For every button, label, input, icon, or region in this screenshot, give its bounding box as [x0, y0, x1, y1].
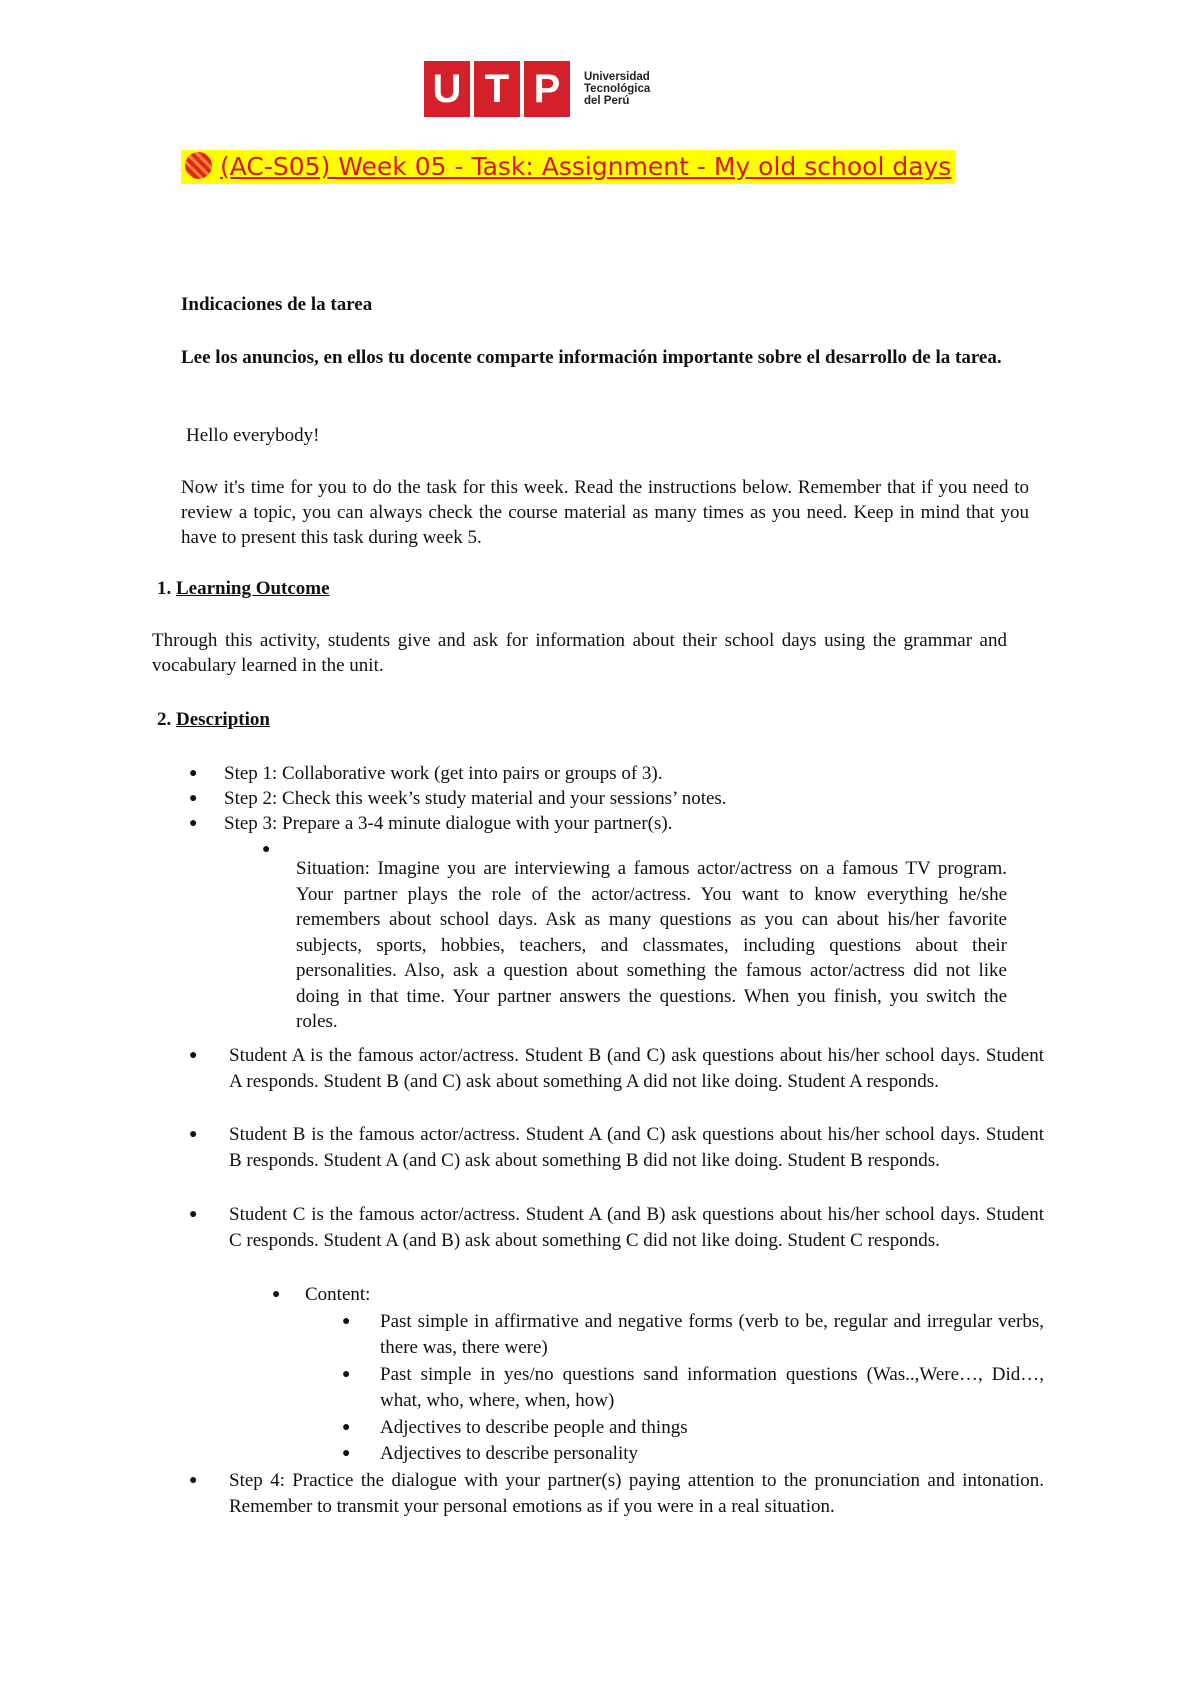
- logo-letter-t: T: [474, 61, 520, 117]
- content-item-2: Past simple in yes/no questions sand information questions (Was..,Were…, Did…, what, who, where, when, how): [380, 1364, 1044, 1411]
- bullet-dot: ●: [189, 1127, 198, 1142]
- logo-text: [584, 71, 650, 107]
- bullet-dot: ●: [189, 766, 198, 781]
- section2-heading: [157, 707, 270, 732]
- section2-number: 2.: [157, 709, 172, 730]
- logo-line-3: del Perú: [584, 95, 630, 107]
- intro-text: Now it's time for you to do the task for this week. Read the instructions below. Remember that if you need to review a topic, you can always check the course material as many times as you need. Keep in mind that you have to present this task during week 5.: [181, 477, 1029, 548]
- content-item-1: Past simple in affirmative and negative forms (verb to be, regular and irregular verbs, there was, there were): [380, 1311, 1044, 1358]
- situation-text: Situation: Imagine you are interviewing a famous actor/actress on a famous TV program. Your partner plays the role of the actor/actress. You want to know everything he/she remembers about school days. Ask as many questions as you can about his/her favorite subjects, sports, hobbies, teachers, and classmates, including questions about their personalities. Also, ask a question about something the famous actor/actress did not like doing in that time. Your partner answers the questions. When you finish, you switch the roles.: [296, 858, 1007, 1032]
- student-a-text: Student A is the famous actor/actress. Student B (and C) ask questions about his/her school days. Student A responds. Student B (and C) ask about something A did not like doing. Student A responds.: [229, 1045, 1044, 1092]
- step-4: Step 4: Practice the dialogue with your partner(s) paying attention to the pronunciation and intonation. Remember to transmit your personal emotions as if you were in a real situation.: [229, 1470, 1044, 1517]
- logo-line-1: Universidad: [584, 71, 650, 83]
- bullet-dot: ●: [342, 1420, 351, 1435]
- student-c-text: Student C is the famous actor/actress. Student A (and B) ask questions about his/her school days. Student C responds. Student A (and B) ask about something C did not like doing. Student C responds.: [229, 1204, 1044, 1251]
- utp-logo: [424, 61, 650, 117]
- bullet-dot: ●: [272, 1287, 281, 1302]
- assignment-title-link[interactable]: [181, 150, 955, 184]
- step-1: Step 1: Collaborative work (get into pairs or groups of 3).: [224, 763, 663, 784]
- step-2: Step 2: Check this week’s study material and your sessions’ notes.: [224, 788, 727, 809]
- section2-title: Description: [176, 709, 270, 730]
- greeting-text: Hello everybody!: [186, 425, 320, 446]
- bullet-dot: ●: [342, 1446, 351, 1461]
- bullet-dot: ●: [189, 816, 198, 831]
- logo-letter-u: U: [424, 61, 470, 117]
- section1-number: 1.: [157, 578, 172, 599]
- content-item-3: Adjectives to describe people and things: [380, 1417, 688, 1438]
- logo-line-2: Tecnológica: [584, 83, 651, 95]
- logo-letter-p: P: [524, 61, 570, 117]
- student-b-text: Student B is the famous actor/actress. Student A (and C) ask questions about his/her school days. Student B responds. Student A (and C) ask about something B did not like doing. Student B responds.: [229, 1124, 1044, 1171]
- heading-indicaciones: Indicaciones de la tarea: [181, 294, 373, 315]
- bullet-dot: ●: [189, 1048, 198, 1063]
- bullet-dot: ●: [189, 1207, 198, 1222]
- lee-anuncios-text: Lee los anuncios, en ellos tu docente comparte información importante sobre el desarrollo de la tarea.: [181, 347, 1002, 368]
- bullet-dot: ●: [189, 1473, 198, 1488]
- learning-outcome-text: Through this activity, students give and ask for information about their school days using the grammar and vocabulary learned in the unit.: [152, 630, 1007, 676]
- bullet-dot: ●: [342, 1367, 351, 1382]
- bullet-dot: ●: [262, 842, 271, 857]
- bullet-dot: ●: [342, 1314, 351, 1329]
- content-item-4: Adjectives to describe personality: [380, 1443, 639, 1464]
- assignment-icon: [185, 152, 212, 179]
- bullet-dot: ●: [189, 791, 198, 806]
- section1-title: Learning Outcome: [176, 578, 330, 599]
- section1-heading: [157, 576, 330, 601]
- step-3: Step 3: Prepare a 3-4 minute dialogue with your partner(s).: [224, 813, 673, 834]
- assignment-title-text: (AC-S05) Week 05 - Task: Assignment - My old school days: [220, 152, 952, 181]
- content-label: Content:: [305, 1284, 371, 1305]
